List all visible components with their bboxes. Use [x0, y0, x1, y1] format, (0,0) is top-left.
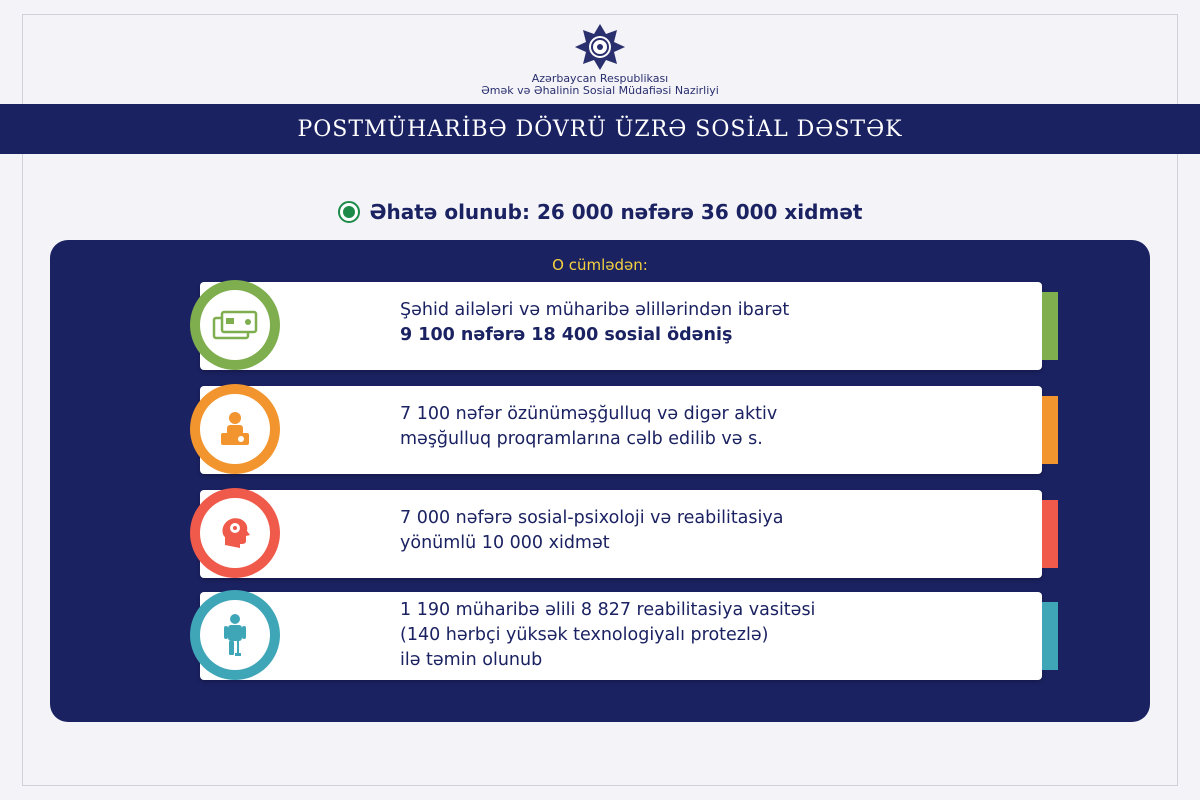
item-line2: (140 hərbçi yüksək texnologiyalı protezlə): [400, 625, 769, 645]
item-text: [400, 506, 1020, 556]
item-line1: Şəhid ailələri və müharibə əlillərindən ibarət: [400, 300, 790, 320]
item-card: [200, 282, 1042, 370]
page-title: POSTMÜHARİBƏ DÖVRÜ ÜZRƏ SOSİAL DƏSTƏK: [297, 116, 903, 142]
summary-label: Əhatə olunub:: [369, 200, 530, 224]
item-line2: 9 100 nəfərə 18 400 sosial ödəniş: [400, 325, 733, 345]
item-card: [200, 490, 1042, 578]
list-item: [50, 490, 1150, 582]
item-accent-bar: [1042, 292, 1058, 360]
summary-value: 26 000 nəfərə 36 000 xidmət: [536, 200, 863, 224]
ministry-emblem-icon: [565, 22, 635, 72]
item-card: [200, 592, 1042, 680]
item-line2: yönümlü 10 000 xidmət: [400, 533, 610, 553]
summary-line: [0, 200, 1200, 224]
item-line2: məşğulluq proqramlarına cəlb edilib və s.: [400, 429, 763, 449]
org-name-line1: Azərbaycan Respublikası: [531, 72, 669, 85]
item-icon-circle: [190, 488, 280, 578]
item-line3: ilə təmin olunub: [400, 650, 543, 670]
org-name-line2: Əmək və Əhalinin Sosial Müdafiəsi Nazirliyi: [481, 84, 719, 97]
prosthesis-person-icon: [220, 613, 250, 657]
list-item: [50, 282, 1150, 374]
item-accent-bar: [1042, 500, 1058, 568]
item-line1: 7 100 nəfər özünüməşğulluq və digər aktiv: [400, 404, 778, 424]
item-accent-bar: [1042, 602, 1058, 670]
head-icon: [215, 513, 255, 553]
details-panel: [50, 240, 1150, 722]
item-line1: 7 000 nəfərə sosial-psixoloji və reabilitasiya: [400, 508, 784, 528]
list-item: [50, 592, 1150, 684]
item-accent-bar: [1042, 396, 1058, 464]
title-banner: [0, 104, 1200, 154]
list-item: [50, 386, 1150, 478]
item-text: [400, 298, 1020, 348]
item-card: [200, 386, 1042, 474]
item-text: [400, 402, 1020, 452]
item-icon-circle: [190, 280, 280, 370]
item-icon-circle: [190, 384, 280, 474]
payment-card-icon: [212, 310, 258, 340]
item-line1: 1 190 müharibə əlili 8 827 reabilitasiya vasitəsi: [400, 600, 816, 620]
item-icon-circle: [190, 590, 280, 680]
panel-title: O cümlədən:: [552, 256, 648, 274]
summary-text: [370, 200, 863, 224]
worker-icon: [215, 409, 255, 449]
radio-bullet-icon: [338, 201, 360, 223]
item-text: [400, 598, 1020, 673]
